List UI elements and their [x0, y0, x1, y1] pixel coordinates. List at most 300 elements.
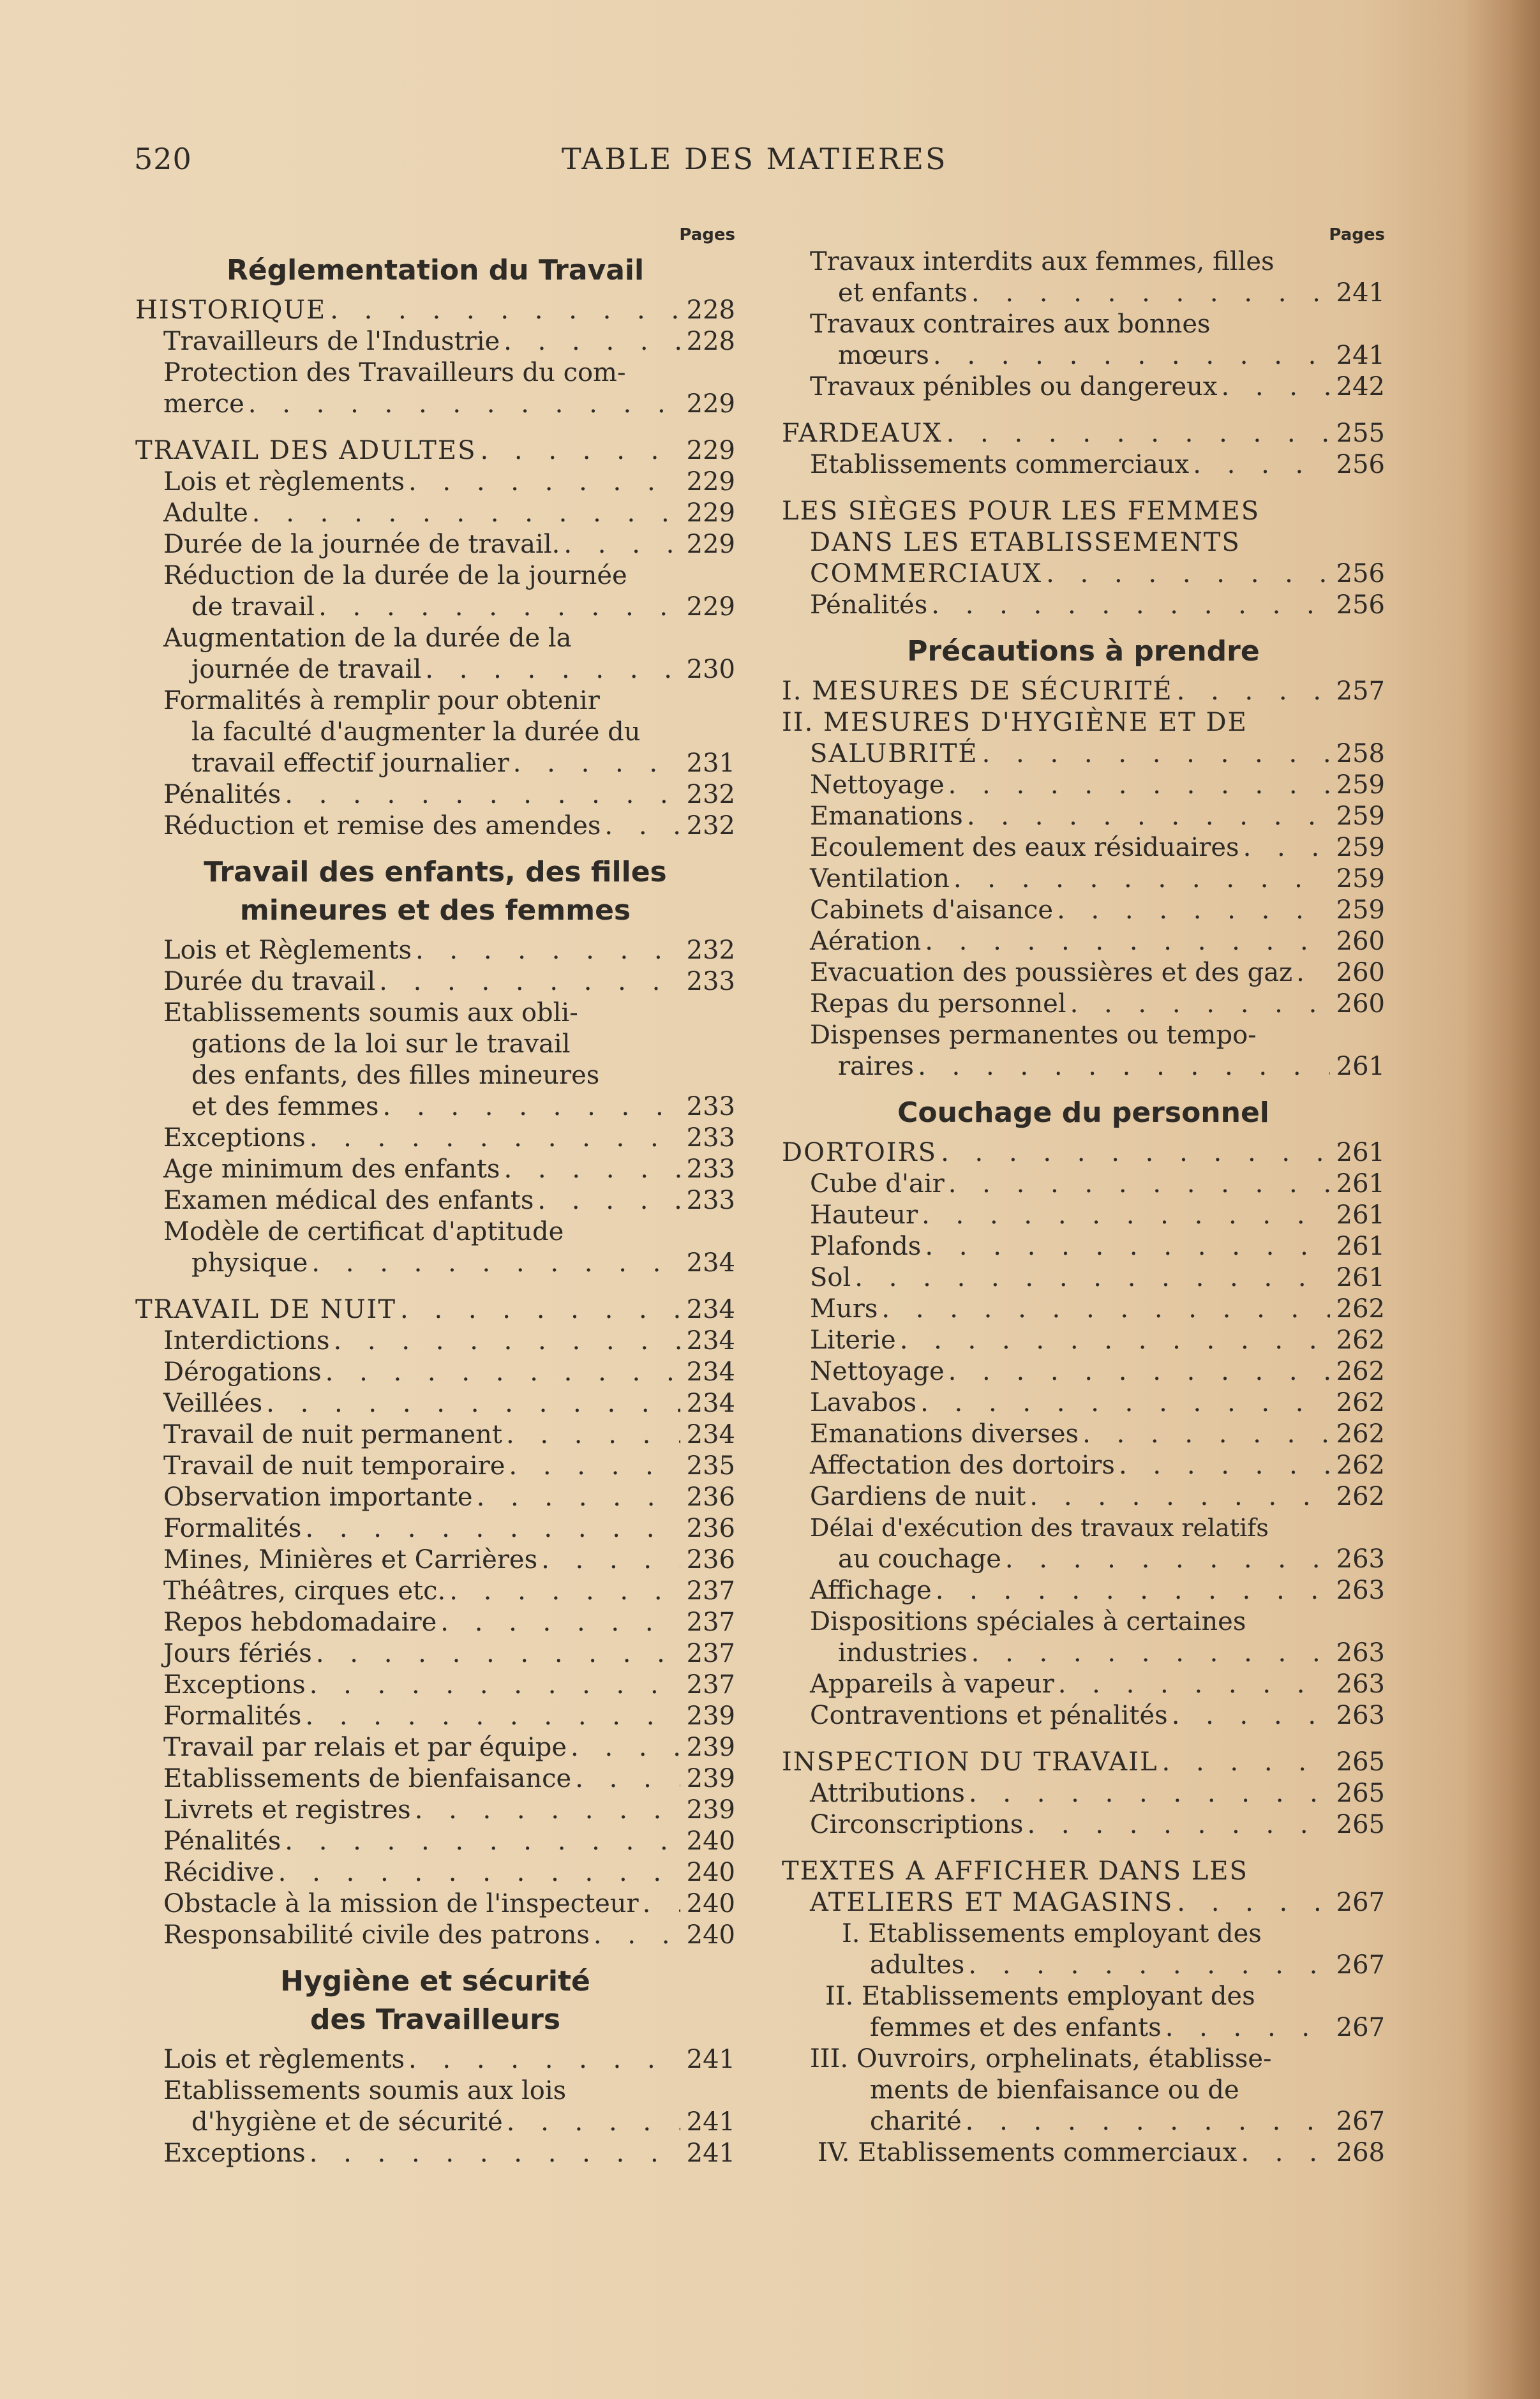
section-heading-line: Hygiène et sécurité: [280, 1965, 590, 1998]
toc-label-line: Travaux interdits aux femmes, filles: [810, 247, 1275, 276]
leader-dots: [851, 1262, 1329, 1294]
toc-entry: [782, 1262, 1385, 1294]
toc-entry: [782, 590, 1385, 621]
toc-label: Exceptions: [163, 1670, 306, 1700]
toc-page: 239: [686, 1764, 735, 1793]
toc-page: 230: [686, 655, 735, 684]
toc-page: 258: [1336, 739, 1385, 768]
leader-dots: [1115, 1450, 1330, 1481]
leader-dots: [375, 966, 680, 998]
leader-dots: [437, 1607, 680, 1638]
toc-entry: [135, 1670, 735, 1701]
toc-entry: [782, 278, 1385, 309]
toc-label: Aération: [810, 927, 922, 956]
toc-label: ATELIERS ET MAGASINS: [810, 1888, 1174, 1917]
running-title: TABLE DES MATIERES: [562, 142, 948, 176]
toc-page: 260: [1336, 989, 1385, 1019]
page-header: [0, 142, 1455, 186]
leader-dots: [968, 278, 1330, 309]
toc-label: Veillées: [163, 1389, 263, 1418]
leader-dots: [312, 1638, 680, 1670]
toc-entry: [782, 832, 1385, 863]
toc-entry: [135, 1544, 735, 1576]
toc-entry: [135, 1826, 735, 1857]
toc-label: Lois et règlements: [163, 2045, 405, 2074]
toc-entry: [135, 1638, 735, 1670]
leader-dots: [412, 935, 680, 966]
toc-entry: [135, 2138, 735, 2169]
toc-label: TRAVAIL DES ADULTES: [135, 436, 477, 465]
leader-dots: [329, 1326, 680, 1357]
toc-page: 262: [1336, 1326, 1385, 1355]
section-heading-line: des Travailleurs: [310, 2003, 561, 2036]
toc-page: 262: [1336, 1388, 1385, 1417]
toc-page: 262: [1336, 1357, 1385, 1386]
toc-label: INSPECTION DU TRAVAIL: [782, 1747, 1158, 1777]
toc-label: Livrets et registres: [163, 1795, 411, 1825]
toc-page: 239: [686, 1701, 735, 1731]
toc-entry: [782, 371, 1385, 403]
toc-entry: [782, 863, 1385, 895]
toc-page: 262: [1336, 1482, 1385, 1511]
toc-page: 229: [686, 592, 735, 622]
toc-entry: [135, 1701, 735, 1732]
toc-entry: [135, 326, 735, 357]
toc-page: 237: [686, 1639, 735, 1668]
toc-entry: [782, 1638, 1385, 1669]
leader-dots: [405, 2044, 680, 2075]
toc-label: Murs: [810, 1294, 878, 1324]
toc-entry: [782, 957, 1385, 989]
leader-dots: [962, 2106, 1330, 2137]
leader-dots: [281, 1826, 680, 1857]
toc-entry: [135, 1419, 735, 1451]
toc-entry: [782, 2106, 1385, 2137]
section-heading-line: Travail des enfants, des filles: [204, 856, 667, 888]
toc-label: Travaux pénibles ou dangereux: [810, 372, 1218, 401]
toc-page: 259: [1336, 833, 1385, 862]
toc-label-line: II. Etablissements employant des: [825, 1982, 1255, 2011]
toc-label-line: Protection des Travailleurs du com-: [163, 358, 626, 387]
toc-entry: [135, 1294, 735, 1326]
toc-label: Travail par relais et par équipe: [163, 1733, 567, 1762]
leader-dots: [379, 1091, 680, 1123]
leader-dots: [308, 1248, 680, 1279]
toc-label: Repas du personnel: [810, 989, 1066, 1019]
toc-label: Interdictions: [163, 1326, 330, 1356]
pages-column-label: Pages: [1329, 225, 1385, 244]
toc-entry: [135, 1888, 735, 1920]
leader-dots: [921, 1231, 1329, 1262]
leader-dots: [1173, 676, 1330, 707]
leader-dots: [878, 1294, 1329, 1325]
toc-label: et enfants: [838, 278, 968, 308]
toc-entry: [135, 1248, 735, 1279]
leader-dots: [1054, 1669, 1330, 1700]
leader-dots: [914, 1051, 1330, 1082]
toc-entry: [135, 1795, 735, 1826]
leader-dots: [921, 926, 1329, 957]
toc-page: 228: [686, 327, 735, 356]
toc-label-line: Délai d'exécution des travaux relatifs: [810, 1514, 1269, 1542]
toc-page: 232: [686, 811, 735, 841]
toc-page: 239: [686, 1795, 735, 1825]
toc-page: 256: [1336, 559, 1385, 588]
toc-page: 259: [1336, 802, 1385, 831]
toc-label: Obstacle à la mission de l'inspecteur: [163, 1889, 639, 1918]
toc-label: Cabinets d'aisance: [810, 895, 1054, 925]
toc-entry: [782, 1747, 1385, 1778]
toc-label: Pénalités: [810, 590, 928, 620]
toc-label: Nettoyage: [810, 770, 945, 800]
toc-label-line: Travaux contraires aux bonnes: [810, 310, 1211, 339]
toc-entry: [782, 1387, 1385, 1419]
toc-entry: [135, 1388, 735, 1419]
section-heading: Couchage du personnel: [897, 1096, 1269, 1129]
toc-label: mœurs: [838, 341, 929, 370]
toc-entry: [135, 1357, 735, 1388]
leader-dots: [1079, 1419, 1330, 1450]
toc-entry: [135, 1732, 735, 1763]
toc-label: IV. Etablissements commerciaux: [818, 2138, 1237, 2167]
toc-label-line: LES SIÈGES POUR LES FEMMES: [782, 497, 1260, 526]
toc-label: Evacuation des poussières et des gaz: [810, 958, 1293, 987]
toc-page: 233: [686, 1186, 735, 1215]
toc-page: 267: [1336, 1950, 1385, 1980]
toc-entry: [782, 558, 1385, 590]
leader-dots: [968, 1638, 1330, 1669]
toc-entry: [782, 1137, 1385, 1169]
toc-label: TRAVAIL DE NUIT: [135, 1295, 397, 1324]
toc-label: Repos hebdomadaire: [163, 1608, 437, 1637]
toc-label: DORTOIRS: [782, 1138, 938, 1167]
toc-page: 242: [1336, 372, 1385, 401]
toc-page: 262: [1336, 1294, 1385, 1324]
toc-page: 234: [686, 1326, 735, 1356]
leader-dots: [1053, 895, 1330, 926]
toc-page: 239: [686, 1733, 735, 1762]
toc-page: 259: [1336, 895, 1385, 925]
leader-dots: [274, 1857, 680, 1888]
toc-entry: [782, 2137, 1385, 2169]
section-heading-line: mineures et des femmes: [239, 894, 631, 927]
leader-dots: [945, 770, 1330, 801]
leader-dots: [927, 590, 1329, 621]
leader-dots: [943, 418, 1330, 449]
leader-dots: [601, 811, 680, 842]
leader-dots: [445, 1576, 680, 1607]
toc-page: 229: [686, 436, 735, 465]
toc-page: 265: [1336, 1810, 1385, 1839]
leader-dots: [281, 779, 680, 811]
toc-entry: [782, 676, 1385, 707]
toc-page: 240: [686, 1889, 735, 1918]
toc-label: Gardiens de nuit: [810, 1482, 1026, 1511]
toc-page: 235: [686, 1451, 735, 1481]
toc-page: 233: [686, 967, 735, 996]
toc-entry: [782, 2012, 1385, 2044]
toc-page: 240: [686, 1827, 735, 1856]
leader-dots: [963, 801, 1330, 832]
toc-right-column: [782, 223, 1385, 2169]
leader-dots: [534, 1185, 680, 1216]
section-heading: [135, 842, 735, 935]
toc-entry: [782, 1325, 1385, 1356]
leader-dots: [421, 654, 680, 685]
toc-page: 263: [1336, 1576, 1385, 1605]
toc-label: Contraventions et pénalités: [810, 1701, 1168, 1730]
leader-dots: [1217, 371, 1329, 403]
leader-dots: [306, 1123, 680, 1154]
leader-dots: [950, 863, 1330, 895]
toc-entry: [782, 1669, 1385, 1700]
toc-entry: [782, 738, 1385, 770]
toc-entry: [782, 449, 1385, 481]
toc-page: 257: [1336, 676, 1385, 706]
toc-page: 240: [686, 1858, 735, 1887]
toc-label: Formalités: [163, 1701, 302, 1731]
section-heading: Précautions à prendre: [907, 635, 1260, 668]
toc-page: 262: [1336, 1451, 1385, 1480]
toc-entry: [782, 1544, 1385, 1575]
toc-page: 261: [1336, 1052, 1385, 1081]
toc-page: 236: [686, 1514, 735, 1543]
toc-page: 263: [1336, 1544, 1385, 1574]
toc-page: 241: [1336, 278, 1385, 308]
toc-entry: [135, 1451, 735, 1482]
toc-page: 237: [686, 1670, 735, 1700]
toc-page: 236: [686, 1483, 735, 1512]
toc-label-line: Dispositions spéciales à certaines: [810, 1607, 1246, 1636]
toc-label: Dérogations: [163, 1357, 322, 1387]
leader-dots: [1066, 989, 1330, 1020]
leader-dots: [244, 389, 680, 420]
toc-label: Observation importante: [163, 1483, 473, 1512]
leader-dots: [1042, 558, 1330, 590]
leader-dots: [1168, 1700, 1330, 1731]
toc-page: 231: [686, 749, 735, 778]
toc-page: 256: [1336, 590, 1385, 620]
leader-dots: [326, 295, 680, 326]
toc-entry: [135, 1857, 735, 1888]
toc-label: Appareils à vapeur: [810, 1670, 1054, 1699]
toc-label: Travail de nuit temporaire: [163, 1451, 505, 1481]
leader-dots: [964, 1950, 1329, 1981]
toc-label: et des femmes: [191, 1092, 379, 1121]
toc-page: 262: [1336, 1419, 1385, 1449]
toc-page: 263: [1336, 1670, 1385, 1699]
toc-entry: [135, 811, 735, 842]
toc-label: Théâtres, cirques etc.: [163, 1576, 446, 1606]
toc-entry: [782, 1051, 1385, 1082]
leader-dots: [509, 748, 680, 779]
toc-page: 233: [686, 1092, 735, 1121]
toc-entry: [135, 1576, 735, 1607]
leader-dots: [322, 1357, 680, 1388]
toc-entry: [782, 1809, 1385, 1841]
leader-dots: [560, 529, 680, 560]
toc-label: Affichage: [810, 1576, 932, 1605]
toc-label: industries: [838, 1638, 968, 1668]
toc-page: 255: [1336, 419, 1385, 448]
toc-label: au couchage: [838, 1544, 1001, 1574]
toc-entry: [135, 529, 735, 560]
toc-label: Etablissements de bienfaisance: [163, 1764, 572, 1793]
section-heading: Réglementation du Travail: [226, 254, 645, 287]
toc-entry: [782, 1450, 1385, 1481]
leader-dots: [500, 1154, 680, 1185]
toc-entry: [135, 1154, 735, 1185]
toc-entry: [782, 1481, 1385, 1513]
leader-dots: [639, 1888, 680, 1920]
toc-label: Lois et Règlements: [163, 936, 412, 965]
leader-dots: [567, 1732, 680, 1763]
leader-dots: [590, 1920, 680, 1951]
toc-entry: [782, 1419, 1385, 1450]
toc-page: 263: [1336, 1701, 1385, 1730]
toc-page: 229: [686, 498, 735, 528]
leader-dots: [503, 2107, 680, 2138]
toc-page: 233: [686, 1123, 735, 1153]
leader-dots: [411, 1795, 680, 1826]
toc-label-line: ments de bienfaisance ou de: [870, 2075, 1239, 2105]
toc-label-line: Formalités à remplir pour obtenir: [163, 686, 600, 715]
leader-dots: [978, 738, 1330, 770]
toc-entry: [135, 935, 735, 966]
toc-label: Travailleurs de l'Industrie: [163, 327, 500, 356]
leader-dots: [1158, 1747, 1330, 1778]
toc-label-line: III. Ouvroirs, orphelinats, établisse-: [810, 2044, 1272, 2074]
toc-page: 259: [1336, 770, 1385, 800]
leader-dots: [1239, 832, 1330, 863]
toc-entry: [782, 801, 1385, 832]
leader-dots: [301, 1701, 680, 1732]
toc-entry: [135, 2107, 735, 2138]
toc-label: Etablissements commerciaux: [810, 450, 1190, 479]
leader-dots: [1162, 2012, 1330, 2044]
leader-dots: [916, 1387, 1330, 1419]
toc-page: 261: [1336, 1138, 1385, 1167]
leader-dots: [929, 340, 1330, 371]
toc-entry: [782, 1200, 1385, 1231]
toc-label: HISTORIQUE: [135, 295, 327, 325]
leader-dots: [248, 498, 680, 529]
leader-dots: [918, 1200, 1330, 1231]
toc-label-line: Etablissements soumis aux lois: [163, 2076, 567, 2105]
toc-entry: [135, 1920, 735, 1951]
toc-entry: [135, 435, 735, 467]
toc-label-line: I. Etablissements employant des: [842, 1919, 1262, 1948]
toc-page: 267: [1336, 1888, 1385, 1917]
toc-label: Emanations: [810, 802, 963, 831]
toc-label: de travail: [191, 592, 315, 622]
toc-entry: [135, 1123, 735, 1154]
leader-dots: [396, 1294, 680, 1326]
toc-label: Ventilation: [810, 864, 950, 893]
toc-page: 241: [686, 2045, 735, 2074]
toc-label-line: Réduction de la durée de la journée: [163, 561, 627, 590]
toc-page: 265: [1336, 1779, 1385, 1808]
leader-dots: [932, 1575, 1330, 1606]
toc-label: Réduction et remise des amendes: [163, 811, 601, 841]
toc-page: 256: [1336, 450, 1385, 479]
toc-label: Sol: [810, 1263, 851, 1292]
toc-label: femmes et des enfants: [870, 2013, 1162, 2042]
toc-page: 263: [1336, 1638, 1385, 1668]
toc-entry: [135, 1763, 735, 1795]
toc-page: 232: [686, 936, 735, 965]
toc-label: SALUBRITÉ: [810, 739, 978, 768]
leader-dots: [1189, 449, 1329, 481]
toc-label: Circonscriptions: [810, 1810, 1024, 1839]
toc-label: Ecoulement des eaux résiduaires: [810, 833, 1239, 862]
leader-dots: [1023, 1809, 1329, 1841]
toc-entry: [782, 1778, 1385, 1809]
toc-entry: [135, 748, 735, 779]
toc-entry: [782, 418, 1385, 449]
toc-page: 234: [686, 1357, 735, 1387]
toc-page: 236: [686, 1545, 735, 1574]
toc-label: Exceptions: [163, 2139, 306, 2168]
toc-label: Travail de nuit permanent: [163, 1420, 502, 1449]
toc-page: 267: [1336, 2013, 1385, 2042]
toc-label-line: la faculté d'augmenter la durée du: [191, 717, 641, 747]
toc-label: Responsabilité civile des patrons: [163, 1920, 590, 1950]
toc-entry: [782, 770, 1385, 801]
toc-label: Lois et règlements: [163, 467, 405, 497]
toc-label: Mines, Minières et Carrières: [163, 1545, 538, 1574]
toc-entry: [135, 1326, 735, 1357]
toc-label: travail effectif journalier: [191, 749, 509, 778]
toc-entry: [135, 467, 735, 498]
toc-label: Récidive: [163, 1858, 274, 1887]
toc-page: 267: [1336, 2107, 1385, 2136]
toc-label: charité: [870, 2107, 962, 2136]
toc-page: 260: [1336, 927, 1385, 956]
leader-dots: [306, 2138, 680, 2169]
toc-label: Age minimum des enfants: [163, 1155, 500, 1184]
toc-entry: [135, 966, 735, 998]
toc-page: 229: [686, 389, 735, 419]
toc-label: Durée du travail: [163, 967, 376, 996]
toc-label-line: Modèle de certificat d'aptitude: [163, 1217, 564, 1246]
toc-page: 259: [1336, 864, 1385, 893]
toc-page: 241: [1336, 341, 1385, 370]
leader-dots: [262, 1388, 680, 1419]
toc-page: 237: [686, 1576, 735, 1606]
toc-entry: [135, 1482, 735, 1513]
toc-page: 232: [686, 780, 735, 809]
toc-page: 261: [1336, 1263, 1385, 1292]
toc-page: 229: [686, 530, 735, 559]
toc-entry: [782, 1950, 1385, 1981]
toc-label: adultes: [870, 1950, 965, 1980]
toc-page: 234: [686, 1389, 735, 1418]
leader-dots: [306, 1670, 680, 1701]
toc-label: Hauteur: [810, 1200, 918, 1230]
leader-dots: [1001, 1544, 1330, 1575]
toc-label: Literie: [810, 1326, 896, 1355]
toc-entry: [135, 2044, 735, 2075]
toc-page: 228: [686, 295, 735, 325]
toc-entry: [135, 779, 735, 811]
toc-entry: [135, 1513, 735, 1544]
toc-label-line: TEXTES A AFFICHER DANS LES: [782, 1857, 1248, 1886]
toc-label: Adulte: [163, 498, 248, 528]
toc-entry: [135, 498, 735, 529]
toc-entry: [135, 295, 735, 326]
leader-dots: [537, 1544, 680, 1576]
